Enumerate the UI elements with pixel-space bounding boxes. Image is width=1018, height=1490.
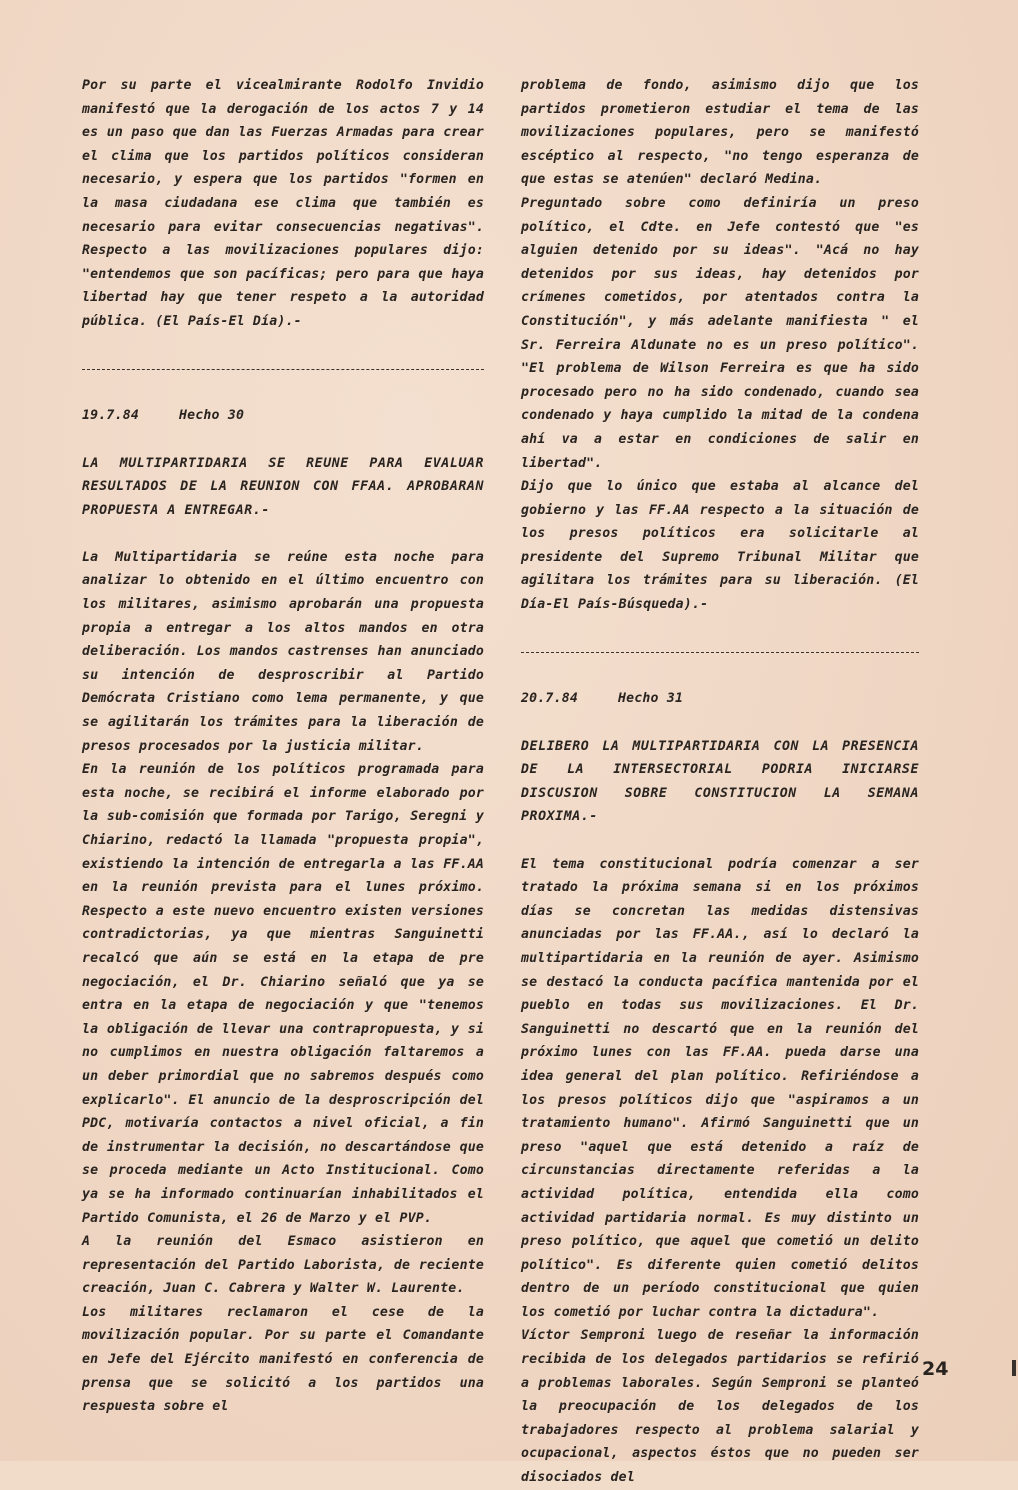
news-headline: LA MULTIPARTIDARIA SE REUNE PARA EVALUAR RESULTADOS DE LA REUNION CON FFAA. APROBARAN PROPUESTA A ENTREGAR.-	[82, 455, 484, 518]
news-date: 19.7.84	[82, 408, 139, 424]
paragraph: Los militares reclamaron el cese de la movilización popular. Por su parte el Comandante en Jefe del Ejército manifestó en conferencia de prensa que se solicitó a los partidos una respuesta sobre el	[82, 1304, 484, 1415]
paragraph: A la reunión del Esmaco asistieron en representación del Partido Laborista, de reciente creación, Juan C. Cabrera y Walter W. Laurente.	[82, 1234, 484, 1297]
dashed-divider	[82, 357, 484, 381]
paragraph: La Multipartidaria se reúne esta noche para analizar lo obtenido en el último encuentro con los militares, asimismo aprobarán una propuesta propia a entregar a los altos mandos en otra deliberación. Los mandos castrenses han anunciado su intención de desproscribir al Partido Demócrata Cristiano como lema permanente, y que se agilitarán los trámites para la liberación de presos procesados por la justicia militar.	[82, 549, 484, 754]
paragraph: Víctor Semproni luego de reseñar la información recibida de los delegados partidarios se refirió a problemas laborales. Según Semproni se planteó la preocupación de los delegados de los trabajadores respecto al problema salarial y ocupacional, aspectos éstos que no pueden ser disociados del	[521, 1328, 919, 1486]
left-column	[82, 74, 484, 1419]
news-dateline	[521, 687, 919, 711]
paragraph: Preguntado sobre como definiría un preso político, el Cdte. en Jefe contestó que "es alguien detenido por su ideas". "Acá no hay detenidos por sus ideas, hay detenidos por crímenes cometidos, por atentados contra la Constitución", y más adelante manifiesta " el Sr. Ferreira Aldunate no es un preso político". "El problema de Wilson Ferreira es que ha sido procesado pero no ha sido condenado, cuando sea condenado y haya cumplido la mitad de la condena ahí va a estar en condiciones de salir en libertad".	[521, 195, 919, 471]
news-date: 20.7.84	[521, 691, 578, 707]
news-dateline	[82, 404, 484, 428]
news-headline: DELIBERO LA MULTIPARTIDARIA CON LA PRESENCIA DE LA INTERSECTORIAL PODRIA INICIARSE DISCUSION SOBRE CONSTITUCION LA SEMANA PROXIMA.-	[521, 738, 919, 825]
page-number: 24	[922, 1358, 949, 1380]
news-fact-number: Hecho 30	[178, 408, 245, 424]
paragraph: problema de fondo, asimismo dijo que los partidos prometieron estudiar el tema de las movilizaciones populares, pero se manifestó escéptico al respecto, "no tengo esperanza de que estas se atenúen" declaró Medina.	[521, 78, 919, 188]
right-column	[521, 74, 919, 1490]
edge-mark	[1012, 1360, 1016, 1376]
paragraph: En la reunión de los políticos programada para esta noche, se recibirá el informe elaborado por la sub-comisión que formada por Tarigo, Seregni y Chiarino, redactó la llamada "propuesta propia", existiendo la intención de entregarla a las FF.AA en la reunión prevista para el lunes próximo. Respecto a este nuevo encuentro existen versiones contradictorias, ya que mientras Sanguinetti recalcó que aún se está en la etapa de pre negociación, el Dr. Chiarino señaló que ya se entra en la etapa de negociación y que "tenemos la obligación de llevar una contrapropuesta, y si no cumplimos en nuestra obligación faltaremos a un deber primordial que no sabremos después como explicarlo". El anuncio de la desproscripción del PDC, motivaría contactos a nivel oficial, a fin de instrumentar la decisión, no descartándose que se proceda mediante un Acto Institucional. Como ya se ha informado continuarían inhabilitados el Partido Comunista, el 26 de Marzo y el PVP.	[82, 762, 484, 1226]
paragraph: Dijo que lo único que estaba al alcance del gobierno y las FF.AA respecto a la situación de los presos políticos era solicitarle al presidente del Supremo Tribunal Militar que agilitara los trámites para su liberación. (El Día-El País-Búsqueda).-	[521, 479, 919, 613]
news-fact-number: Hecho 31	[617, 691, 684, 707]
paragraph: Por su parte el vicealmirante Rodolfo Invidio manifestó que la derogación de los actos 7 y 14 es un paso que dan las Fuerzas Armadas para crear el clima que los partidos políticos consideran necesario, y espera que los partidos "formen en la masa ciudadana ese clima que también es necesario para evitar consecuencias negativas". Respecto a las movilizaciones populares dijo: "entendemos que son pacíficas; pero para que haya libertad hay que tener respeto a la autoridad pública. (El País-El Día).-	[82, 78, 484, 329]
dashed-divider	[521, 640, 919, 664]
paragraph: El tema constitucional podría comenzar a ser tratado la próxima semana si en los próximos días se concretan las medidas distensivas anunciadas por las FF.AA., así lo declaró la multipartidaria en la reunión de ayer. Asimismo se destacó la conducta pacífica mantenida por el pueblo en todas sus movilizaciones. El Dr. Sanguinetti no descartó que en la reunión del próximo lunes con las FF.AA. pueda darse una idea general del plan político. Refiriéndose a los presos políticos dijo que "aspiramos a un tratamiento humano". Afirmó Sanguinetti que un preso "aquel que está detenido a raíz de circunstancias directamente referidas a la actividad política, entendida ella como actividad partidaria normal. Es muy distinto un preso político, que aquel que cometió un delito político". Es diferente quien cometió delitos dentro de un período constitucional que quien los cometió por luchar contra la dictadura".	[521, 856, 919, 1320]
